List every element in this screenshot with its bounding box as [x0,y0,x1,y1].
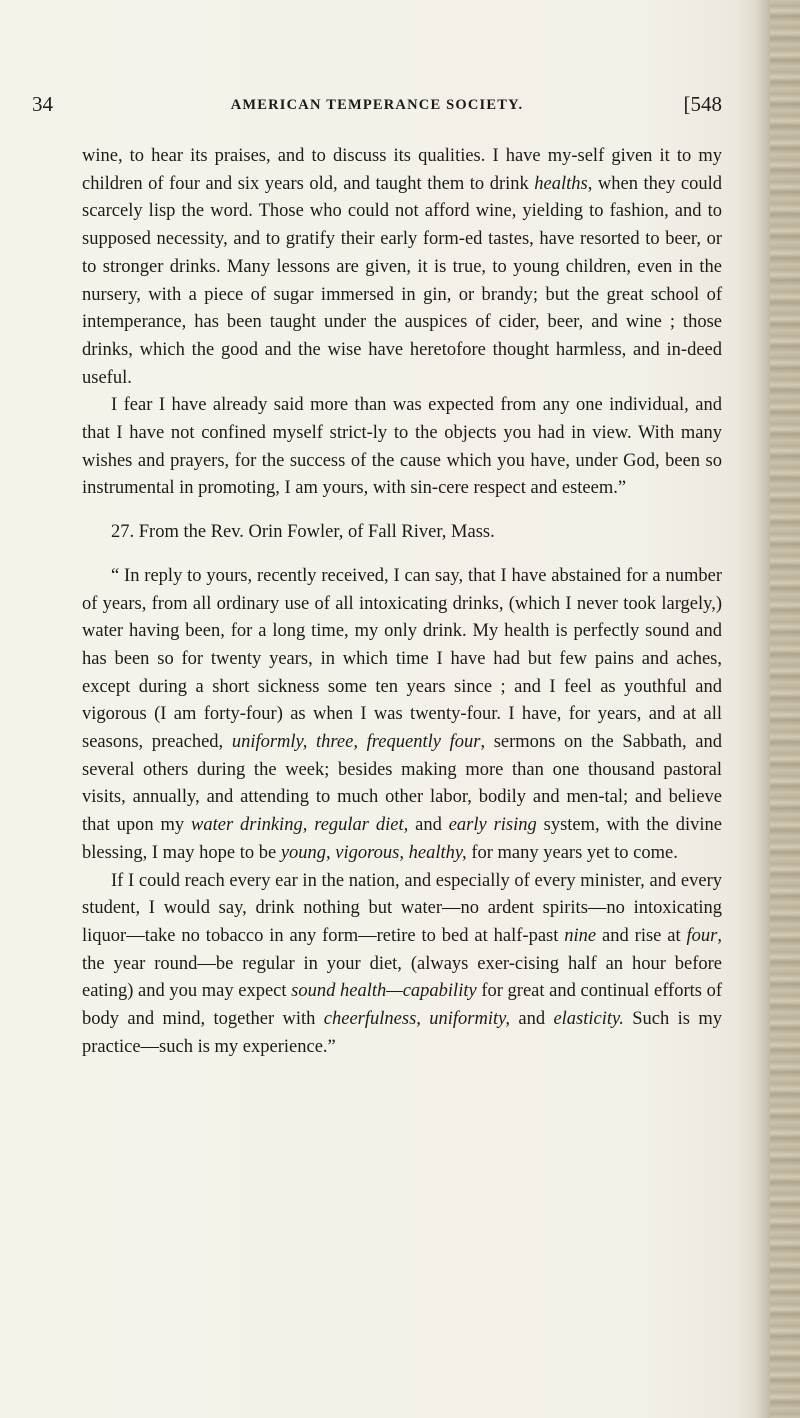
italic-text-run: elasticity. [553,1009,624,1030]
text-run: , when they could scarcely lisp the word. Those who could not afford wine, yielding to fashion, and to supposed necessity, and to gratify their early form-ed tastes, have resorted to beer, or to stronger drinks. Many lessons are given, it is true, to young children, even in the nursery, with a piece of sugar immersed in gin, or brandy; but the great school of intemperance, has been taught under the auspices of cider, beer, and wine ; those drinks, which the good and the wise have heretofore thought harmless, and in-deed useful. [82,173,722,388]
italic-text-run: four [686,925,718,946]
text-run: and [408,815,449,836]
page-number: 34 [32,92,53,116]
text-run: system, with the divine blessing, I may hope to be [82,815,722,863]
paragraph [82,143,722,392]
text-run: wine, to hear its praises, and to discuss its qualities. I have my-self given it to my children of four and six years old, and taught them to drink [82,146,722,194]
page-reference: [548 [683,92,722,116]
text-run: If I could reach every ear in the nation, and especially of every minister, and every student, I would say, drink nothing but water—no ardent spirits—no intoxicating liquor—take no tobacco in any form—retire to bed at half-past [82,870,722,946]
italic-text-run: healths [534,173,588,194]
text-run: Such is my practice—such is my experience.” [82,1009,722,1057]
italic-text-run: young, vigorous, healthy, [280,842,467,863]
text-run: , sermons on the Sabbath, and several others during the week; besides making more than one thousand pastoral visits, annually, and attending to much other labor, bodily and men-tal; and believe that upon my [82,732,723,836]
text-run: and rise at [596,925,687,946]
text-run: “ In reply to yours, recently received, I can say, that I have abstained for a number of years, from all ordinary use of all intoxicating drinks, (which I never took largely,) water having been, for a long time, my only drink. My health is perfectly sound and has been so for twenty years, in which time I have had but few pains and aches, except during a short sickness some ten years since ; and I feel as youthful and vigorous (I am forty-four) as when I was twenty-four. I have, for years, and at all seasons, preached, [82,565,722,753]
paragraph [82,868,722,1062]
body-text [82,143,722,1062]
paragraph [82,392,722,503]
italic-text-run: cheerfulness, uniformity, [323,1009,510,1030]
text-run: I fear I have already said more than was expected from any one individual, and that I have not confined myself strict-ly to the objects you had in view. With many wishes and prayers, for the success of the cause which you have, under God, been so instrumental in promoting, I am yours, with sin-cere respect and esteem.” [82,395,722,499]
italic-text-run: early rising [448,815,537,836]
italic-text-run: water drinking, regular diet, [191,815,409,836]
binding-shadow [756,0,770,1418]
paragraph [82,563,722,868]
text-run: for many years yet to come. [466,842,678,863]
page-binding-edge [770,0,800,1418]
running-header [32,92,722,122]
text-run: , the year round—be regular in your diet, (always exer-cising half an hour before eating) and you may expect [82,925,722,1002]
italic-text-run: sound health—capability [291,981,477,1002]
text-run: and [509,1009,554,1030]
italic-text-run: uniformly, three, frequently four [231,732,481,753]
italic-text-run: nine [564,925,597,946]
section-heading [82,519,722,547]
running-title: AMERICAN TEMPERANCE SOCIETY. [230,97,524,113]
text-run: 27. From the Rev. Orin Fowler, of Fall River, Mass. [111,522,495,543]
text-run: for great and continual efforts of body and mind, together with [82,981,722,1030]
